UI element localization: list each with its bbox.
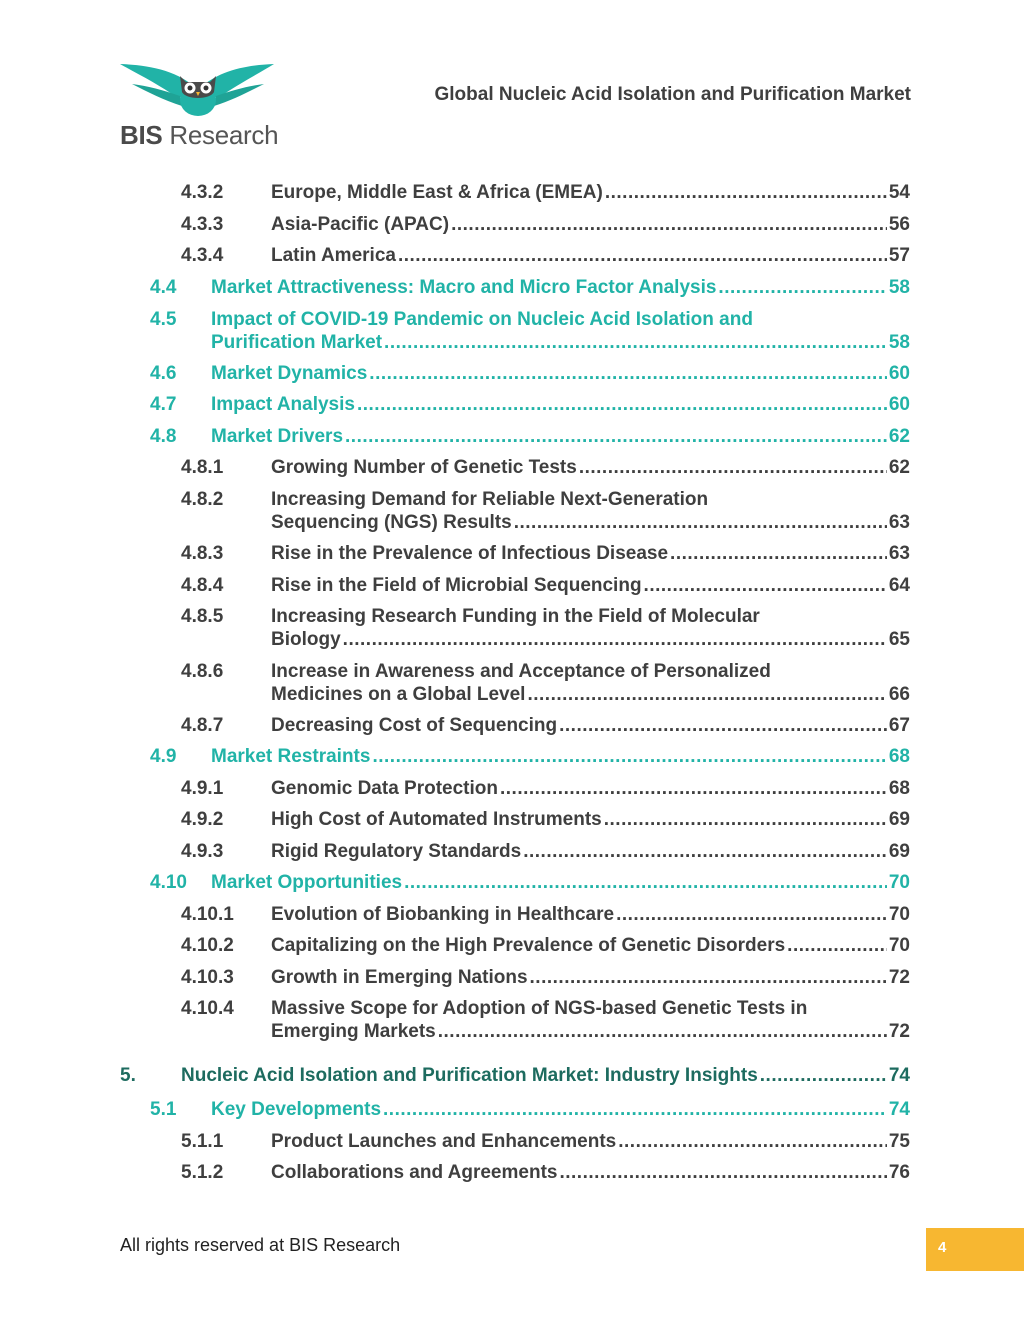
toc-entry-number: 4.4 bbox=[150, 277, 177, 298]
toc-entry-number: 4.5 bbox=[150, 309, 177, 330]
toc-entry-number: 4.7 bbox=[150, 394, 177, 415]
toc-entry-number: 5.1.1 bbox=[181, 1131, 224, 1152]
dot-leader bbox=[514, 511, 887, 534]
toc-entry-title: Increasing Research Funding in the Field of Molecular bbox=[271, 606, 760, 627]
dot-leader bbox=[383, 1098, 887, 1121]
dot-leader bbox=[343, 628, 887, 651]
dot-leader bbox=[579, 456, 887, 479]
toc-entry-title: Impact Analysis bbox=[211, 394, 355, 415]
toc-entry[interactable] bbox=[181, 934, 910, 957]
dot-leader bbox=[451, 213, 887, 236]
toc-entry-title: Market Restraints bbox=[211, 746, 371, 767]
toc-entry[interactable] bbox=[181, 244, 910, 267]
page-number: 4 bbox=[938, 1239, 947, 1256]
toc-entry-body bbox=[181, 1064, 910, 1087]
toc-entry-number: 4.3.2 bbox=[181, 182, 224, 203]
toc-entry-body bbox=[211, 425, 910, 448]
toc-entry-title: Market Drivers bbox=[211, 426, 344, 447]
toc-entry[interactable] bbox=[120, 1064, 910, 1087]
toc-entry-title: Latin America bbox=[271, 245, 396, 266]
toc-entry[interactable] bbox=[150, 393, 910, 416]
toc-entry[interactable] bbox=[181, 1161, 910, 1184]
dot-leader bbox=[760, 1064, 887, 1087]
toc-entry-title: Europe, Middle East & Africa (EMEA) bbox=[271, 182, 603, 203]
toc-entry-number: 4.8.7 bbox=[181, 715, 224, 736]
toc-entry[interactable] bbox=[181, 903, 910, 926]
toc-entry[interactable] bbox=[181, 213, 910, 236]
dot-leader bbox=[369, 362, 887, 385]
toc-entry-body bbox=[211, 308, 910, 354]
toc-entry-body bbox=[211, 1098, 910, 1121]
toc-entry-page: 65 bbox=[888, 629, 910, 650]
toc-entry-body bbox=[271, 714, 910, 737]
dot-leader bbox=[559, 1161, 886, 1184]
toc-entry-title: Impact of COVID-19 Pandemic on Nucleic Acid Isolation and bbox=[211, 309, 753, 330]
toc-entry-title: Capitalizing on the High Prevalence of Genetic Disorders bbox=[271, 935, 786, 956]
toc-entry-page: 72 bbox=[888, 967, 910, 988]
dot-leader bbox=[787, 934, 887, 957]
toc-entry[interactable] bbox=[181, 660, 910, 706]
bis-research-logo bbox=[118, 60, 278, 150]
toc-entry[interactable] bbox=[181, 605, 910, 651]
toc-entry-body bbox=[271, 840, 910, 863]
toc-entry-page: 58 bbox=[888, 332, 910, 353]
toc-entry-title: Decreasing Cost of Sequencing bbox=[271, 715, 558, 736]
toc-entry[interactable] bbox=[181, 966, 910, 989]
toc-entry-body bbox=[271, 934, 910, 957]
toc-entry[interactable] bbox=[150, 308, 910, 354]
toc-entry-title: Rigid Regulatory Standards bbox=[271, 841, 522, 862]
toc-entry-page: 75 bbox=[888, 1131, 910, 1152]
toc-entry-page: 64 bbox=[888, 575, 910, 596]
toc-entry-page: 76 bbox=[888, 1162, 910, 1183]
toc-entry-number: 4.10 bbox=[150, 872, 187, 893]
toc-entry[interactable] bbox=[150, 1098, 910, 1121]
toc-entry-body bbox=[271, 903, 910, 926]
toc-entry-page: 62 bbox=[888, 426, 910, 447]
toc-entry-number: 4.8.3 bbox=[181, 543, 224, 564]
toc-entry[interactable] bbox=[150, 362, 910, 385]
toc-entry-number: 4.8.2 bbox=[181, 489, 224, 510]
toc-entry-title: Evolution of Biobanking in Healthcare bbox=[271, 904, 615, 925]
toc-entry-title: Market Opportunities bbox=[211, 872, 403, 893]
toc-entry-title: Sequencing (NGS) Results bbox=[271, 512, 512, 533]
toc-entry-title: Key Developments bbox=[211, 1099, 382, 1120]
toc-entry-body bbox=[271, 244, 910, 267]
report-title: Global Nucleic Acid Isolation and Purification Market bbox=[434, 84, 911, 105]
toc-entry-number: 4.10.2 bbox=[181, 935, 234, 956]
toc-entry-page: 57 bbox=[888, 245, 910, 266]
toc-entry-page: 60 bbox=[888, 394, 910, 415]
dot-leader bbox=[604, 808, 887, 831]
toc-entry-title: Growing Number of Genetic Tests bbox=[271, 457, 577, 478]
toc-entry[interactable] bbox=[181, 777, 910, 800]
toc-entry-number: 4.9.1 bbox=[181, 778, 224, 799]
toc-entry[interactable] bbox=[150, 745, 910, 768]
toc-entry-title: Increase in Awareness and Acceptance of Personalized bbox=[271, 661, 771, 682]
toc-entry-title: Biology bbox=[271, 629, 341, 650]
toc-entry-title: Medicines on a Global Level bbox=[271, 684, 526, 705]
toc-entry-title: High Cost of Automated Instruments bbox=[271, 809, 602, 830]
toc-entry-body bbox=[271, 488, 910, 534]
toc-entry-page: 63 bbox=[888, 512, 910, 533]
dot-leader bbox=[670, 542, 887, 565]
toc-entry-page: 72 bbox=[888, 1021, 910, 1042]
toc-entry-number: 4.8.5 bbox=[181, 606, 224, 627]
toc-entry[interactable] bbox=[181, 181, 910, 204]
toc-entry[interactable] bbox=[150, 871, 910, 894]
toc-entry[interactable] bbox=[181, 840, 910, 863]
toc-entry-title: Growth in Emerging Nations bbox=[271, 967, 528, 988]
toc-entry-title: Product Launches and Enhancements bbox=[271, 1131, 617, 1152]
toc-entry-page: 68 bbox=[888, 778, 910, 799]
toc-entry-page: 69 bbox=[888, 809, 910, 830]
dot-leader bbox=[357, 393, 887, 416]
toc-entry-number: 4.10.1 bbox=[181, 904, 234, 925]
toc-entry[interactable] bbox=[181, 574, 910, 597]
toc-entry-title: Market Dynamics bbox=[211, 363, 368, 384]
toc-entry-page: 67 bbox=[888, 715, 910, 736]
toc-entry-number: 4.8.4 bbox=[181, 575, 224, 596]
dot-leader bbox=[559, 714, 887, 737]
toc-entry-number: 5. bbox=[120, 1065, 136, 1086]
toc-entry-number: 4.8.1 bbox=[181, 457, 224, 478]
toc-entry-body bbox=[211, 362, 910, 385]
toc-entry-page: 66 bbox=[888, 684, 910, 705]
toc-entry-number: 4.10.4 bbox=[181, 998, 234, 1019]
toc-entry[interactable] bbox=[150, 425, 910, 448]
toc-entry-page: 54 bbox=[888, 182, 910, 203]
toc-entry-page: 63 bbox=[888, 543, 910, 564]
toc-entry-title: Genomic Data Protection bbox=[271, 778, 498, 799]
toc-entry-number: 5.1.2 bbox=[181, 1162, 224, 1183]
logo-wordmark: BIS Research bbox=[120, 120, 279, 150]
toc-entry-body bbox=[271, 213, 910, 236]
toc-entry-number: 4.8 bbox=[150, 426, 177, 447]
dot-leader bbox=[500, 777, 887, 800]
toc-entry-title: Asia-Pacific (APAC) bbox=[271, 214, 450, 235]
owl-icon bbox=[118, 60, 278, 120]
toc-entry-title: Emerging Markets bbox=[271, 1021, 436, 1042]
toc-entry-body bbox=[271, 808, 910, 831]
toc-entry[interactable] bbox=[181, 488, 910, 534]
toc-entry-title: Increasing Demand for Reliable Next-Generation bbox=[271, 489, 709, 510]
toc-entry-body bbox=[271, 574, 910, 597]
toc-entry[interactable] bbox=[181, 1130, 910, 1153]
toc-entry-title: Massive Scope for Adoption of NGS-based Genetic Tests in bbox=[271, 998, 808, 1019]
dot-leader bbox=[345, 425, 887, 448]
toc-entry-title: Purification Market bbox=[211, 332, 383, 353]
toc-entry-number: 4.3.3 bbox=[181, 214, 224, 235]
toc-entry-body bbox=[271, 966, 910, 989]
footer-copyright: All rights reserved at BIS Research bbox=[120, 1235, 401, 1255]
dot-leader bbox=[644, 574, 887, 597]
toc-entry-page: 56 bbox=[888, 214, 910, 235]
dot-leader bbox=[404, 871, 887, 894]
toc-entry-title: Market Attractiveness: Macro and Micro Factor Analysis bbox=[211, 277, 717, 298]
dot-leader bbox=[605, 181, 887, 204]
dot-leader bbox=[530, 966, 887, 989]
toc-entry-number: 4.10.3 bbox=[181, 967, 234, 988]
toc-entry-page: 70 bbox=[888, 935, 910, 956]
toc-entry-number: 4.8.6 bbox=[181, 661, 224, 682]
toc-entry-body bbox=[271, 181, 910, 204]
toc-entry-body bbox=[271, 542, 910, 565]
toc-entry-page: 69 bbox=[888, 841, 910, 862]
toc-entry-title: Rise in the Prevalence of Infectious Disease bbox=[271, 543, 669, 564]
toc-entry-body bbox=[271, 660, 910, 706]
toc-entry-page: 60 bbox=[888, 363, 910, 384]
dot-leader bbox=[384, 331, 887, 354]
toc-entry-page: 68 bbox=[888, 746, 910, 767]
dot-leader bbox=[438, 1020, 887, 1043]
toc-entry-number: 4.9.2 bbox=[181, 809, 224, 830]
toc-entry-body bbox=[211, 871, 910, 894]
toc-entry-page: 70 bbox=[888, 904, 910, 925]
toc-entry-body bbox=[271, 1130, 910, 1153]
toc-entry[interactable] bbox=[150, 276, 910, 299]
dot-leader bbox=[398, 244, 887, 267]
toc-entry-title: Nucleic Acid Isolation and Purification Market: Industry Insights bbox=[181, 1065, 758, 1086]
toc-entry-title: Collaborations and Agreements bbox=[271, 1162, 558, 1183]
toc-entry-number: 4.6 bbox=[150, 363, 177, 384]
toc-entry-number: 4.9 bbox=[150, 746, 177, 767]
dot-leader bbox=[372, 745, 886, 768]
toc-entry-page: 70 bbox=[888, 872, 910, 893]
toc-entry-page: 62 bbox=[888, 457, 910, 478]
toc-entry-body bbox=[211, 276, 910, 299]
toc-entry-page: 58 bbox=[888, 277, 910, 298]
toc-entry-body bbox=[271, 605, 910, 651]
toc-entry-number: 4.9.3 bbox=[181, 841, 224, 862]
toc-entry-page: 74 bbox=[888, 1065, 910, 1086]
toc-entry[interactable] bbox=[181, 714, 910, 737]
toc-entry-number: 4.3.4 bbox=[181, 245, 224, 266]
toc-entry[interactable] bbox=[181, 456, 910, 479]
toc-entry-body bbox=[271, 997, 910, 1043]
toc-entry-body bbox=[271, 1161, 910, 1184]
dot-leader bbox=[616, 903, 887, 926]
toc-entry[interactable] bbox=[181, 542, 910, 565]
toc-entry-body bbox=[271, 777, 910, 800]
toc-entry-body bbox=[271, 456, 910, 479]
toc-entry[interactable] bbox=[181, 808, 910, 831]
dot-leader bbox=[527, 683, 886, 706]
dot-leader bbox=[718, 276, 886, 299]
dot-leader bbox=[523, 840, 887, 863]
toc-entry-page: 74 bbox=[888, 1099, 910, 1120]
toc-entry-body bbox=[211, 745, 910, 768]
toc-entry-body bbox=[211, 393, 910, 416]
toc-entry-title: Rise in the Field of Microbial Sequencing bbox=[271, 575, 642, 596]
toc-entry-number: 5.1 bbox=[150, 1099, 177, 1120]
dot-leader bbox=[618, 1130, 887, 1153]
toc-entry[interactable] bbox=[181, 997, 910, 1043]
page-number-badge bbox=[926, 1228, 1024, 1271]
